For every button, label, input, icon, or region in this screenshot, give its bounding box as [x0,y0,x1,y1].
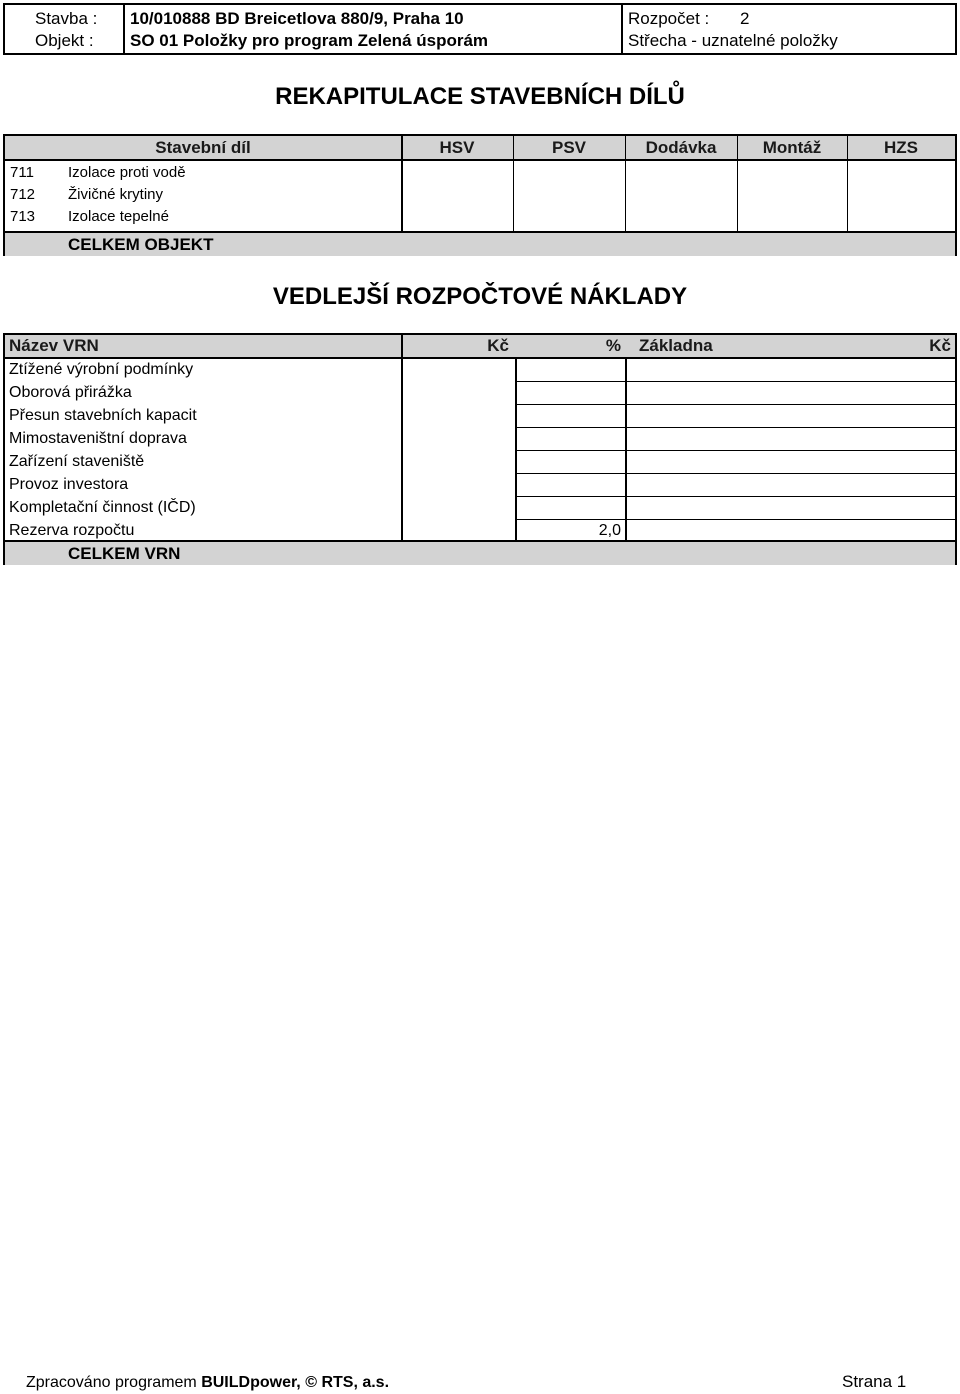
list-item: Mimostaveništní doprava [9,430,187,447]
grid-cell [625,382,955,405]
list-item: Zařízení staveniště [9,453,145,470]
col-kc: Kč [487,336,509,355]
header-divider-1 [123,5,125,53]
grid-cell [515,428,625,451]
rezerva-percent: 2,0 [598,522,621,539]
col-nazev-vrn: Název VRN [9,336,99,355]
stavba-value: 10/010888 BD Breicetlova 880/9, Praha 10 [130,9,464,28]
col-psv: PSV [551,138,587,157]
col-hzs: HZS [884,138,918,157]
row-code: 711 [10,164,34,181]
grid-cell [515,359,625,382]
recap-total-label: CELKEM OBJEKT [68,235,214,254]
row-code: 712 [10,186,36,203]
grid-cell [515,497,625,520]
grid-cell [625,474,955,497]
table-row [10,207,35,227]
recap-title: REKAPITULACE STAVEBNÍCH DÍLŮ [275,83,685,110]
vrn-total-row [5,540,955,565]
table-row [10,185,35,205]
list-item: Ztížené výrobní podmínky [9,361,194,378]
vrn-total-label: CELKEM VRN [68,544,181,563]
list-item: Rezerva rozpočtu [9,522,135,539]
footer-processed [26,1374,389,1392]
grid-cell [625,451,955,474]
stavba-label: Stavba : [35,9,98,28]
footer-prefix: Zpracováno programem [26,1374,202,1391]
recap-vline [513,136,514,231]
rozpocet-value: 2 [740,9,750,28]
objekt-label: Objekt : [35,31,94,50]
grid-cell [625,428,955,451]
col-dodavka: Dodávka [645,138,717,157]
grid-cell [515,451,625,474]
grid-cell [515,405,625,428]
vrn-table [3,333,957,565]
list-item: Kompletační činnost (IČD) [9,499,196,516]
grid-cell [625,497,955,520]
objekt-value: SO 01 Položky pro program Zelená úsporám [130,31,489,50]
rozpocet-label: Rozpočet : [628,9,710,28]
grid-cell [515,382,625,405]
col-montaz: Montáž [762,138,822,157]
table-row [10,163,34,183]
row-name: Živičné krytiny [68,186,164,203]
recap-vline [847,136,848,231]
grid-cell [625,520,955,542]
col-stavebni-dil: Stavební díl [155,138,251,157]
header-box [3,3,957,55]
vrn-title: VEDLEJŠÍ ROZPOČTOVÉ NÁKLADY [272,283,688,310]
col-kc-2: Kč [929,336,951,355]
grid-cell [625,405,955,428]
recap-vline [737,136,738,231]
recap-vline [625,136,626,231]
rozpocet-name: Střecha - uznatelné položky [628,31,838,50]
footer-page: Strana 1 [842,1372,907,1391]
col-zakladna: Základna [639,336,713,355]
header-divider-2 [621,5,623,53]
col-hsv: HSV [439,138,475,157]
row-name: Izolace tepelné [68,208,169,225]
col-percent: % [605,336,621,355]
footer-program: BUILDpower, [201,1374,301,1391]
recap-header-row [5,136,955,161]
list-item: Provoz investora [9,476,129,493]
vrn-header-row [5,335,955,359]
footer-copyright: © RTS, a.s. [305,1374,390,1391]
recap-total-row [5,231,955,256]
list-item: Oborová přirážka [9,384,132,401]
row-code: 713 [10,208,36,225]
grid-cell [515,474,625,497]
list-item: Přesun stavebních kapacit [9,407,197,424]
vrn-vline [401,335,403,563]
row-name: Izolace proti vodě [68,164,186,181]
recap-table [3,134,957,256]
grid-cell [625,359,955,382]
